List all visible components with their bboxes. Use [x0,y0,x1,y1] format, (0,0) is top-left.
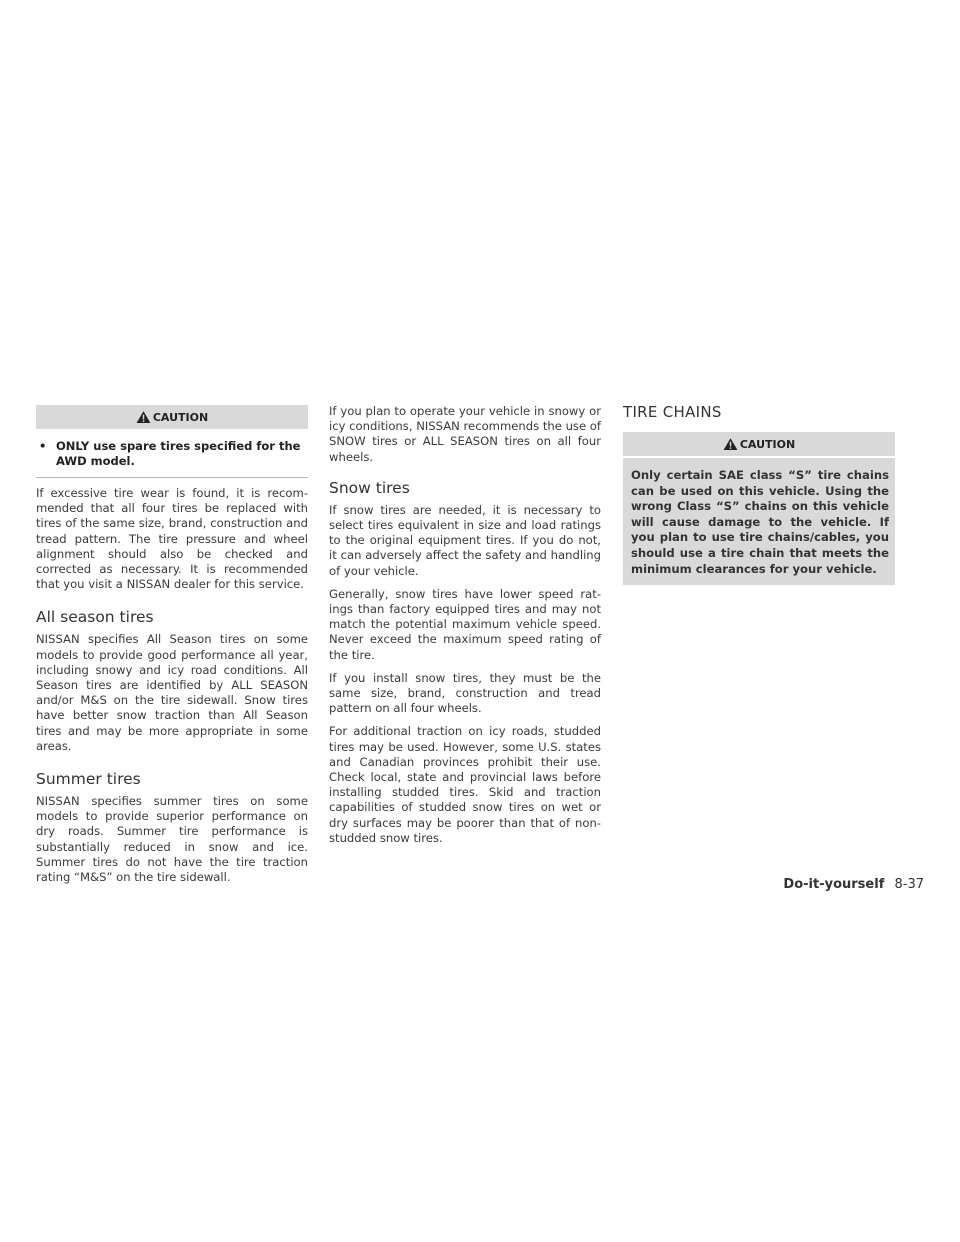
caution-label: CAUTION [152,410,209,424]
snowy-conditions-paragraph: If you plan to operate your vehicle in snowy or icy conditions, NISSAN recommends the use of SNOW tires or ALL SEASON tires on all four wheels. [329,404,601,464]
warning-icon [723,437,738,451]
column-right [623,403,895,585]
snow-paragraph-4: For additional traction on icy roads, studded tires may be used. However, some U.S. states and Canadian provinces prohibit their use. Check local, state and provincial laws before installing studded tires. Skid and traction capabilities of studded snow tires on wet or dry surfaces may be poorer than that of non-studded snow tires. [329,724,601,845]
chains-caution-box [623,456,895,585]
chains-caution-text: Only certain SAE class “S” tire chains can be used on this vehicle. Using the wrong Class “S” chains on this vehicle will cause damage to the vehicle. If you plan to use tire chains/cables, you should use a tire chain that meets the minimum clearances for your vehicle. [631,468,889,576]
snow-paragraph-2: Generally, snow tires have lower speed ratings than factory equipped tires and may not match the potential maximum vehicle speed. Never exceed the maximum speed rating of the tire. [329,586,601,662]
tire-chains-heading: TIRE CHAINS [623,403,722,421]
caution-header [36,405,308,429]
intro-paragraph: If excessive tire wear is found, it is recommended that all four tires be replaced with tires of the same size, brand, construction and tread pattern. The tire pressure and wheel alignment should also be checked and corrected as necessary. It is recommended that you visit a NISSAN dealer for this service. [36,486,308,592]
snow-tires-heading: Snow tires [329,478,410,497]
summer-paragraph: NISSAN specifies summer tires on some models to provide superior performance on dry roads. Summer tire performance is substantially reduced in snow and ice. Summer tires do not have the tire traction rating “M&S” on the tire sidewall. [36,794,308,885]
warning-icon [136,410,151,424]
summer-heading: Summer tires [36,770,141,789]
page-number: 8-37 [894,877,924,892]
all-season-paragraph: NISSAN specifies All Season tires on some models to provide good performance all year, including snowy and icy road conditions. All Season tires are identified by ALL SEASON and/or M&S on the tire sidewall. Snow tires have better snow traction than All Season tires and may be more appropriate in some areas. [36,632,308,753]
caution-item-text: ONLY use spare tires specified for the AWD model. [56,439,301,468]
column-middle [329,404,601,846]
all-season-heading: All season tires [36,608,154,627]
caution-item [36,439,308,469]
section-name: Do-it-yourself [783,877,885,892]
caution-label: CAUTION [739,437,796,451]
snow-paragraph-3: If you install snow tires, they must be the same size, brand, construction and tread pattern on all four wheels. [329,670,601,716]
bullet: • [39,439,47,453]
caution-divider [36,477,308,478]
page-footer [783,877,924,892]
column-left [36,405,308,885]
snow-paragraph-1: If snow tires are needed, it is necessary to select tires equivalent in size and load ratings to the original equipment tires. If you do not, it can adversely affect the safety and handling of your vehicle. [329,502,601,578]
chains-caution-header [623,432,895,456]
